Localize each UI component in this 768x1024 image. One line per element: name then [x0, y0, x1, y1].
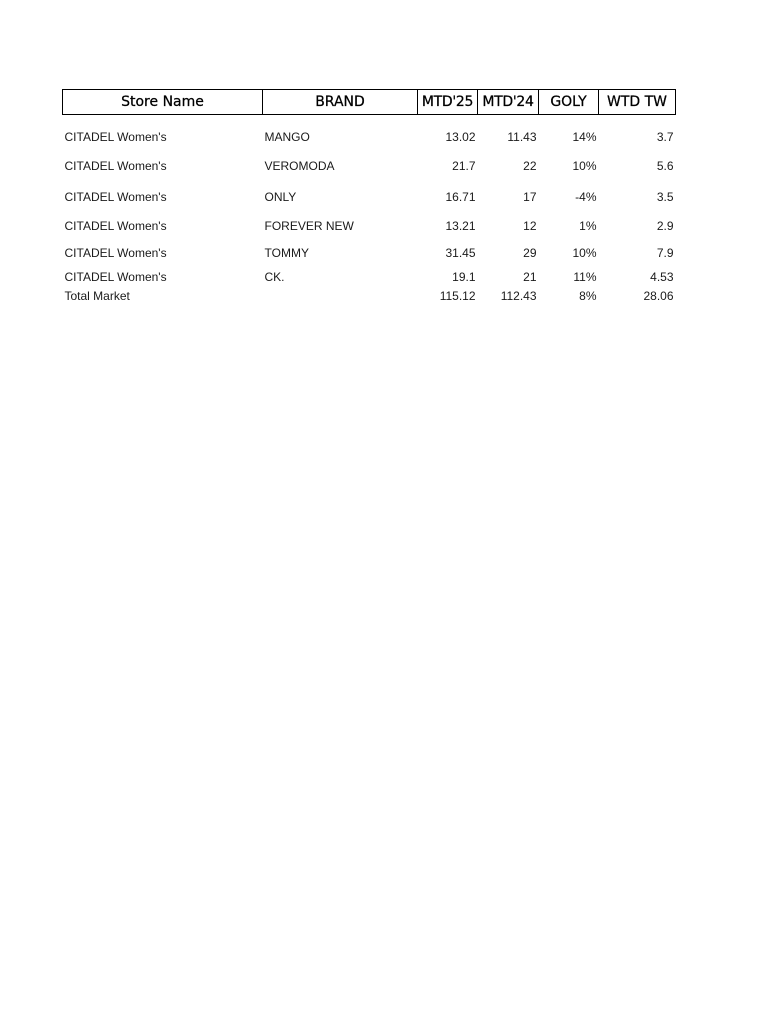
- total-row: [63, 288, 676, 304]
- cell-total-label: Total Market: [64, 289, 130, 303]
- header-mtd25: MTD'25: [418, 90, 478, 115]
- cell-mtd25: 19.1: [452, 270, 476, 284]
- cell-store: CITADEL Women's: [64, 245, 167, 260]
- cell-wtd: 5.6: [656, 158, 674, 173]
- table-row: [63, 212, 676, 239]
- cell-wtd: 3.5: [656, 189, 674, 204]
- cell-brand: TOMMY: [264, 245, 309, 260]
- header-brand: BRAND: [263, 90, 418, 115]
- cell-mtd25: 13.21: [445, 218, 476, 233]
- cell-goly: 14%: [572, 129, 597, 144]
- cell-total-mtd24: 112.43: [500, 289, 537, 303]
- spacer-cell: [63, 115, 676, 124]
- table-row: [63, 181, 676, 212]
- cell-total-mtd25: 115.12: [439, 289, 476, 303]
- table-row: [63, 150, 676, 181]
- cell-mtd24: 12: [523, 218, 537, 233]
- cell-goly: 1%: [579, 218, 597, 233]
- cell-brand: MANGO: [264, 129, 310, 144]
- cell-total-brand-empty: [263, 288, 418, 304]
- table-row: [63, 239, 676, 266]
- table-row: [63, 266, 676, 288]
- cell-mtd25: 21.7: [452, 158, 476, 173]
- table-header-row: [63, 90, 676, 115]
- header-wtd-tw: WTD TW: [599, 90, 676, 115]
- header-spacer: [63, 115, 676, 124]
- cell-store: CITADEL Women's: [64, 270, 167, 284]
- cell-goly: -4%: [575, 189, 597, 204]
- cell-mtd24: 17: [523, 189, 537, 204]
- cell-store: CITADEL Women's: [64, 129, 167, 144]
- cell-total-goly: 8%: [579, 289, 597, 303]
- cell-goly: 10%: [572, 158, 597, 173]
- cell-goly: 11%: [573, 270, 597, 284]
- cell-brand: VEROMODA: [264, 158, 335, 173]
- store-brand-sales-table: [62, 89, 676, 304]
- cell-mtd24: 21: [523, 270, 537, 284]
- cell-wtd: 2.9: [656, 218, 674, 233]
- cell-brand: ONLY: [264, 189, 297, 204]
- cell-mtd25: 31.45: [445, 245, 476, 260]
- cell-brand: FOREVER NEW: [264, 218, 354, 233]
- table-row: [63, 123, 676, 150]
- cell-mtd25: 16.71: [445, 189, 476, 204]
- header-mtd24: MTD'24: [478, 90, 539, 115]
- cell-store: CITADEL Women's: [64, 218, 167, 233]
- cell-brand: CK.: [264, 270, 285, 284]
- cell-mtd24: 29: [523, 245, 537, 260]
- cell-goly: 10%: [572, 245, 597, 260]
- cell-mtd25: 13.02: [445, 129, 476, 144]
- cell-wtd: 3.7: [656, 129, 674, 144]
- cell-total-wtd: 28.06: [643, 289, 674, 303]
- sales-report-sheet: [62, 89, 675, 304]
- cell-wtd: 7.9: [656, 245, 674, 260]
- cell-mtd24: 11.43: [507, 129, 537, 144]
- cell-mtd24: 22: [523, 158, 537, 173]
- cell-store: CITADEL Women's: [64, 158, 167, 173]
- cell-store: CITADEL Women's: [64, 189, 167, 204]
- cell-wtd: 4.53: [650, 270, 674, 284]
- header-store-name: Store Name: [63, 90, 263, 115]
- header-goly: GOLY: [539, 90, 599, 115]
